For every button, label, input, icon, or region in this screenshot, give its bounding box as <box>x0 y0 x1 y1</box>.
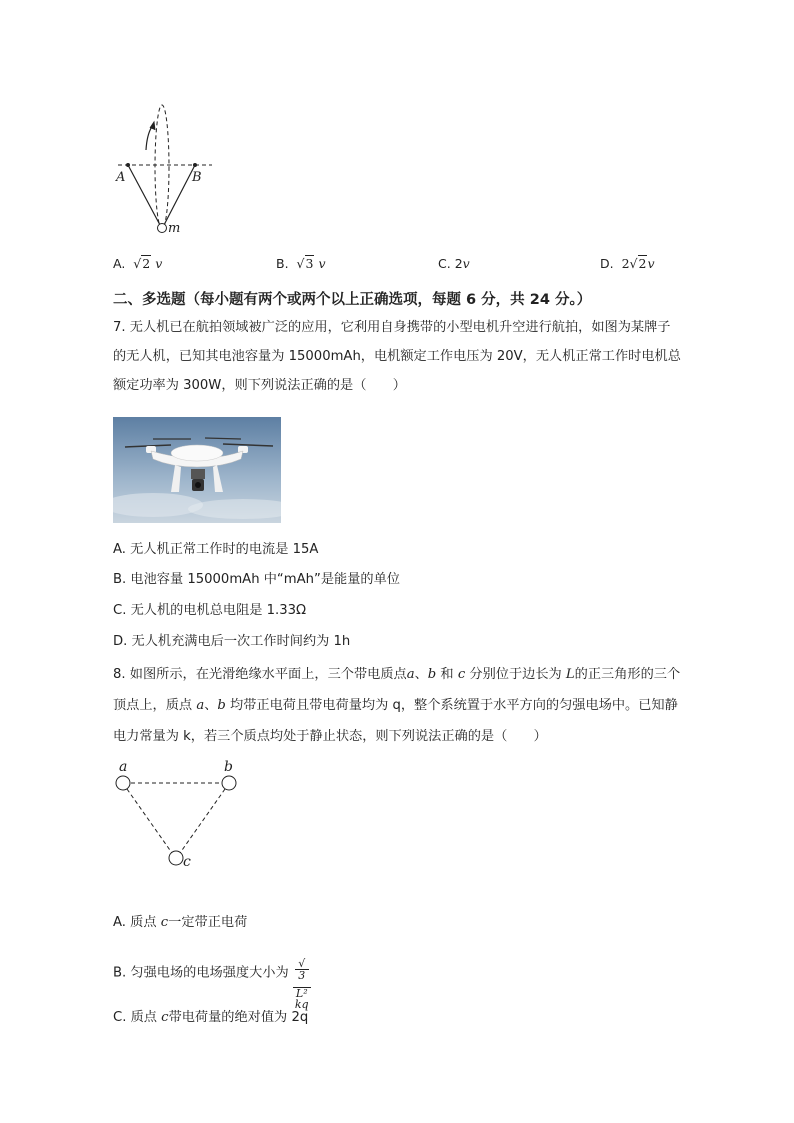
charge-b-circle <box>222 776 236 790</box>
q8-line-1: 8. 如图所示，在光滑绝缘水平面上，三个带电质点a、b 和 c 分别位于边长为 L的正三角形的三个 <box>113 667 681 682</box>
q8-line-3: 电力常量为 k，若三个质点均处于静止状态，则下列说法正确的是（ ） <box>113 729 547 744</box>
q8-option-a[interactable]: A. 质点 c一定带正电荷 <box>113 915 248 930</box>
charge-a-circle <box>116 776 130 790</box>
label-c: c <box>183 854 191 870</box>
label-m: m <box>168 221 181 236</box>
charge-c-circle <box>169 851 183 865</box>
q6-option-a[interactable]: A. √2 v <box>113 256 163 271</box>
q7-option-d[interactable]: D. 无人机充满电后一次工作时间约为 1h <box>113 634 351 649</box>
label-A: A <box>116 170 126 185</box>
q7-stem <box>113 318 681 405</box>
label-B: B <box>192 170 202 185</box>
q7-line-3: 额定功率为 300W，则下列说法正确的是（ ） <box>113 378 406 393</box>
q6-option-d[interactable]: D. 2√2v <box>600 256 655 271</box>
q8-line-2: 顶点上，质点 a、b 均带正电荷且带电荷量均为 q，整个系统置于水平方向的匀强电场中。已知静 <box>113 698 678 713</box>
label-a: a <box>119 759 128 775</box>
triangle-figure <box>110 770 240 870</box>
q7-line-1: 7. 无人机已在航拍领域被广泛的应用，它利用自身携带的小型电机升空进行航拍，如图为某牌子 <box>113 320 671 335</box>
q8-option-b[interactable]: B. 匀强电场的电场强度大小为 √ 3 kq L² <box>113 957 309 1011</box>
section-2-title: 二、多选题（每小题有两个或两个以上正确选项，每题 6 分，共 24 分。） <box>113 292 592 308</box>
q8-option-c[interactable]: C. 质点 c带电荷量的绝对值为 2q <box>113 1010 309 1025</box>
drone-photo <box>113 417 281 523</box>
q7-option-b[interactable]: B. 电池容量 15000mAh 中“mAh”是能量的单位 <box>113 572 400 587</box>
q7-line-2: 的无人机，已知其电池容量为 15000mAh，电机额定工作电压为 20V，无人机正常工作时电机总 <box>113 349 681 364</box>
q6-option-b[interactable]: B. √3 v <box>276 256 326 271</box>
label-b: b <box>224 759 233 775</box>
q6-option-c[interactable]: C. 2v <box>438 256 470 271</box>
field-strength-fraction: √ 3 kq L² <box>294 957 309 1011</box>
q7-option-c[interactable]: C. 无人机的电机总电阻是 1.33Ω <box>113 603 307 618</box>
q7-option-a[interactable]: A. 无人机正常工作时的电流是 15A <box>113 542 319 557</box>
